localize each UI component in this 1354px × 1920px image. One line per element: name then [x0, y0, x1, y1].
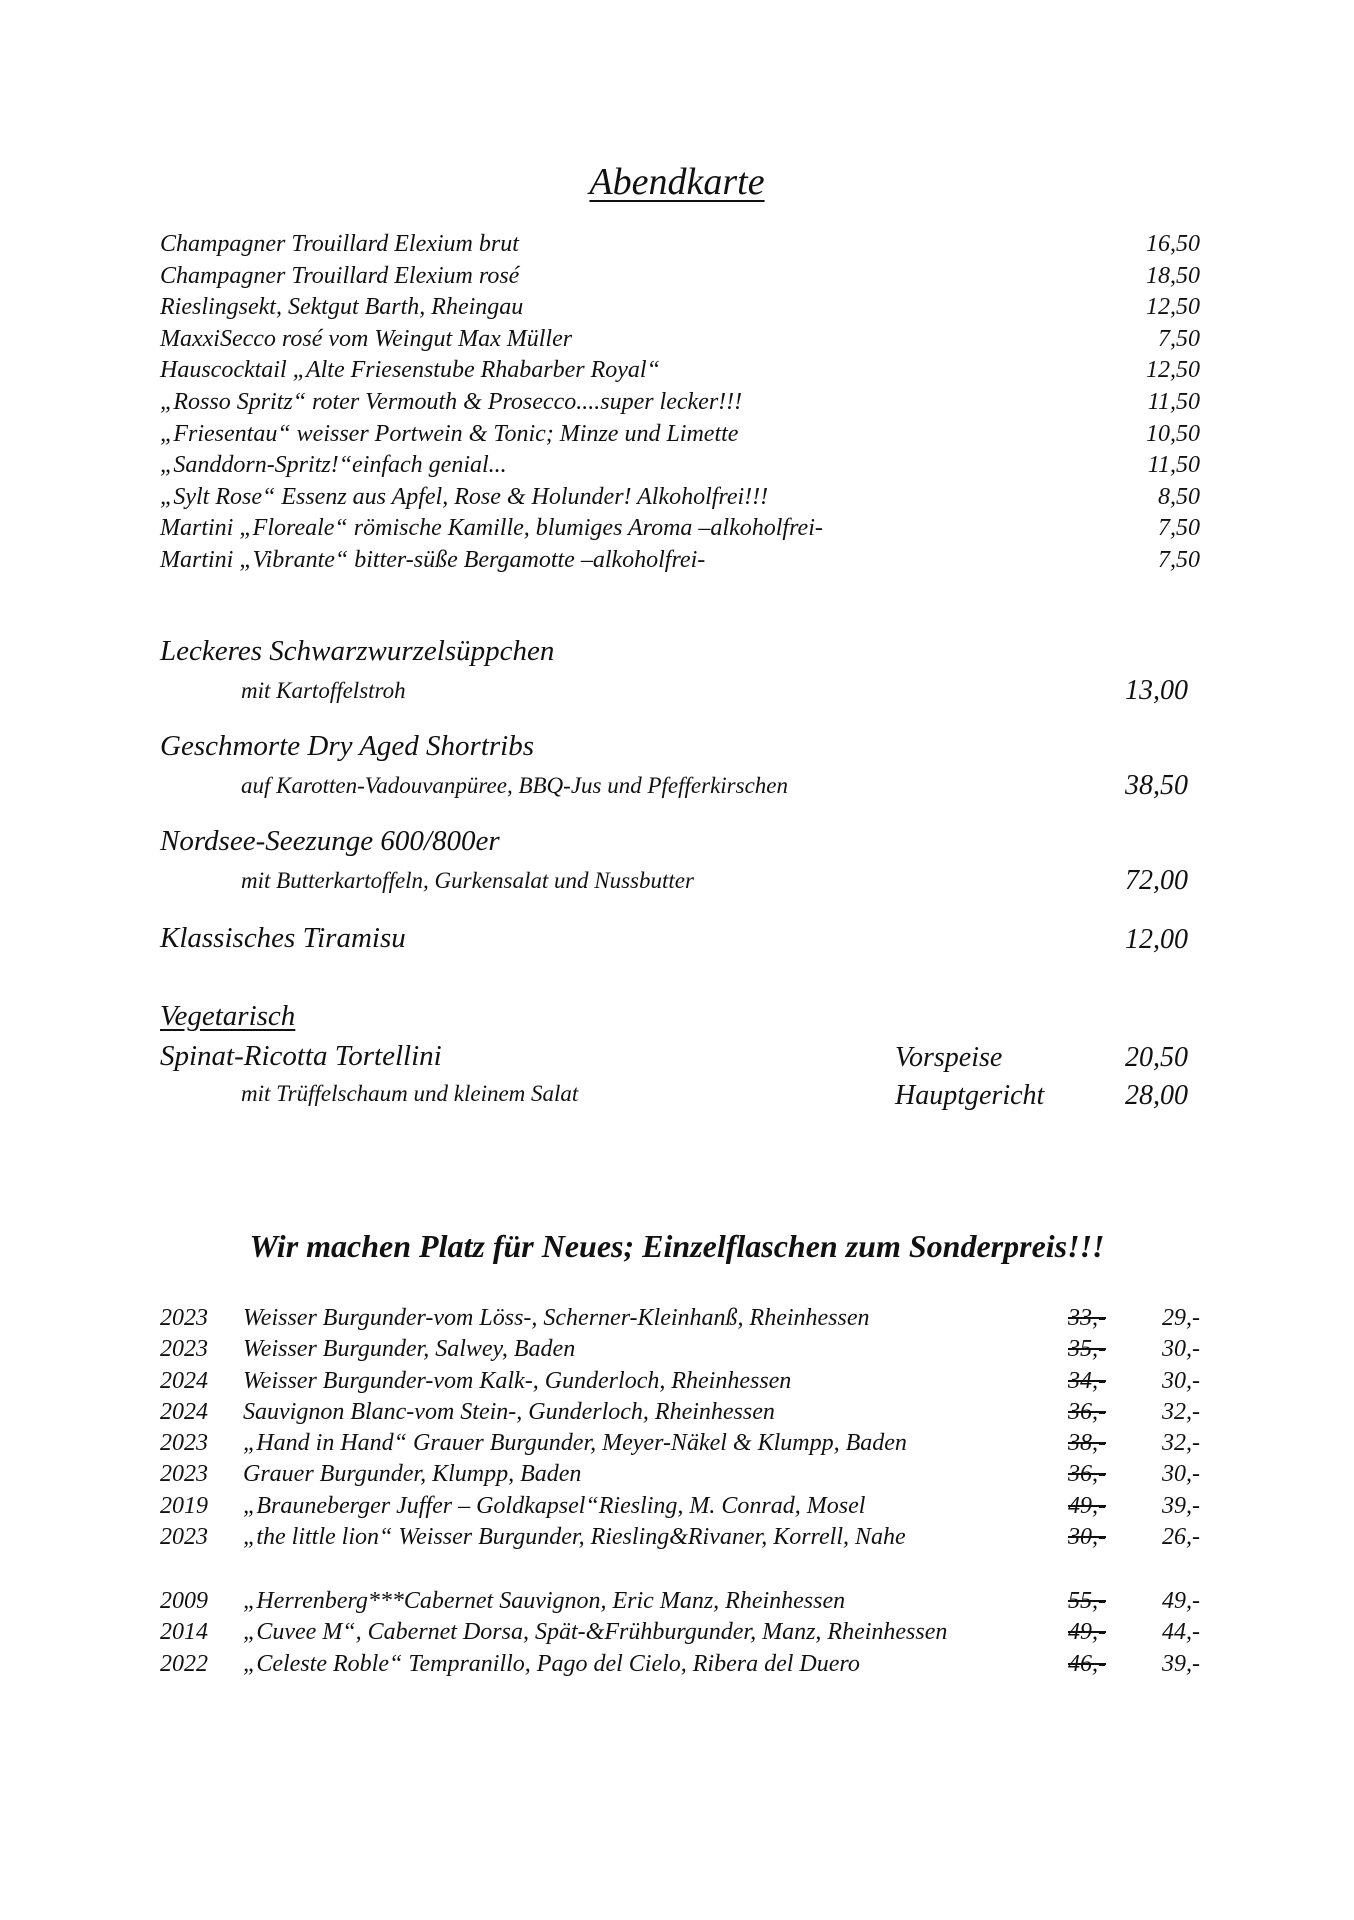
- table-row: [160, 1459, 1200, 1490]
- drink-name: Champagner Trouillard Elexium rosé: [160, 262, 520, 289]
- dish-description: mit Kartoffelstroh: [241, 678, 406, 703]
- new-price: 29,-: [1162, 1305, 1200, 1331]
- list-item: [160, 292, 1200, 324]
- drink-price: 7,50: [1158, 325, 1200, 352]
- page-title: Abendkarte: [589, 161, 765, 203]
- list-item: [160, 355, 1200, 387]
- list-item: [160, 387, 1200, 419]
- sale-list-red: [160, 1586, 1200, 1680]
- drink-name: Champagner Trouillard Elexium brut: [160, 231, 519, 257]
- old-price: 55,-: [1068, 1588, 1106, 1614]
- drink-name: „Sylt Rose“ Essenz aus Apfel, Rose & Holunder! Alkoholfrei!!!: [160, 483, 769, 510]
- new-price: 30,-: [1162, 1461, 1200, 1488]
- new-price: 26,-: [1162, 1524, 1200, 1551]
- wine-name: Grauer Burgunder, Klumpp, Baden: [243, 1461, 582, 1488]
- wine-name: „the little lion“ Weisser Burgunder, Riesling&Rivaner, Korrell, Nahe: [243, 1524, 906, 1551]
- drink-price: 7,50: [1158, 515, 1200, 542]
- vegetarian-heading: Vegetarisch: [160, 1000, 296, 1032]
- drink-price: 8,50: [1158, 483, 1200, 510]
- vintage: 2019: [160, 1492, 208, 1519]
- drink-name: Hauscocktail „Alte Friesenstube Rhabarber Royal“: [160, 357, 660, 384]
- vintage: 2023: [160, 1524, 208, 1551]
- old-price: 38,-: [1068, 1430, 1106, 1457]
- table-row: [160, 1586, 1200, 1617]
- wine-name: „Cuvee M“, Cabernet Dorsa, Spät-&Frühburgunder, Manz, Rheinhessen: [243, 1619, 948, 1646]
- old-price: 33,-: [1068, 1305, 1106, 1331]
- vintage: 2014: [160, 1619, 208, 1646]
- dish-name: Geschmorte Dry Aged Shortribs: [160, 730, 535, 762]
- dish-description: mit Trüffelschaum und kleinem Salat: [241, 1081, 579, 1106]
- new-price: 49,-: [1162, 1588, 1200, 1614]
- vintage: 2023: [160, 1336, 208, 1363]
- drink-price: 11,50: [1147, 452, 1200, 479]
- dish-description: auf Karotten-Vadouvanpüree, BBQ-Jus und Pfefferkirschen: [241, 773, 788, 798]
- drink-price: 12,50: [1146, 357, 1200, 384]
- wine-name: „Herrenberg***Cabernet Sauvignon, Eric Manz, Rheinhessen: [243, 1588, 846, 1614]
- table-row: [160, 1522, 1200, 1553]
- old-price: 36,-: [1068, 1461, 1106, 1488]
- new-price: 39,-: [1162, 1650, 1200, 1677]
- drink-name: Martini „Floreale“ römische Kamille, blumiges Aroma –alkoholfrei-: [160, 515, 823, 542]
- wine-name: „Celeste Roble“ Tempranillo, Pago del Cielo, Ribera del Duero: [243, 1650, 860, 1677]
- table-row: [160, 1491, 1200, 1522]
- table-row: [160, 1649, 1200, 1680]
- table-row: [160, 1397, 1200, 1428]
- dish-name: Klassisches Tiramisu: [160, 922, 406, 954]
- new-price: 44,-: [1162, 1619, 1200, 1646]
- main-course-price: 28,00: [1125, 1080, 1188, 1111]
- list-item: [160, 545, 1200, 577]
- dish-name: Leckeres Schwarzwurzelsüppchen: [160, 635, 555, 667]
- sale-list-white: [160, 1303, 1200, 1553]
- dish-price: 12,00: [1125, 924, 1188, 955]
- dish-price: 13,00: [1125, 675, 1188, 706]
- dish-price: 38,50: [1125, 770, 1188, 801]
- vintage: 2023: [160, 1430, 208, 1457]
- old-price: 35,-: [1068, 1336, 1106, 1363]
- list-item: [160, 450, 1200, 482]
- list-item: [160, 324, 1200, 356]
- wine-name: „Hand in Hand“ Grauer Burgunder, Meyer-Näkel & Klumpp, Baden: [243, 1430, 907, 1457]
- dish-name: Spinat-Ricotta Tortellini: [160, 1040, 442, 1072]
- table-row: [160, 1334, 1200, 1365]
- dish-price: 72,00: [1125, 865, 1188, 896]
- vintage: 2023: [160, 1461, 208, 1488]
- table-row: [160, 1617, 1200, 1648]
- dish-description: mit Butterkartoffeln, Gurkensalat und Nussbutter: [241, 868, 694, 893]
- new-price: 30,-: [1162, 1336, 1200, 1363]
- vintage: 2024: [160, 1367, 208, 1394]
- list-item: [160, 261, 1200, 293]
- old-price: 36,-: [1068, 1398, 1106, 1425]
- vintage: 2009: [160, 1588, 208, 1614]
- old-price: 49,-: [1068, 1492, 1106, 1519]
- wine-name: „Brauneberger Juffer – Goldkapsel“Riesling, M. Conrad, Mosel: [243, 1492, 866, 1519]
- old-price: 30,-: [1068, 1524, 1106, 1551]
- new-price: 39,-: [1162, 1492, 1200, 1519]
- drink-price: 11,50: [1147, 388, 1200, 415]
- table-row: [160, 1303, 1200, 1334]
- table-row: [160, 1428, 1200, 1459]
- new-price: 30,-: [1162, 1367, 1200, 1394]
- vintage: 2022: [160, 1650, 208, 1677]
- drink-name: „Friesentau“ weisser Portwein & Tonic; Minze und Limette: [160, 420, 739, 447]
- drink-name: Rieslingsekt, Sektgut Barth, Rheingau: [160, 294, 524, 321]
- wine-name: Weisser Burgunder-vom Kalk-, Gunderloch, Rheinhessen: [243, 1367, 792, 1394]
- old-price: 49,-: [1068, 1619, 1106, 1646]
- vintage: 2023: [160, 1305, 208, 1331]
- starter-label: Vorspeise: [895, 1042, 1003, 1073]
- new-price: 32,-: [1162, 1430, 1200, 1457]
- drink-name: Martini „Vibrante“ bitter-süße Bergamotte –alkoholfrei-: [160, 546, 706, 573]
- drink-price: 16,50: [1146, 231, 1200, 257]
- old-price: 46,-: [1068, 1650, 1106, 1677]
- starter-price: 20,50: [1125, 1042, 1188, 1073]
- old-price: 34,-: [1068, 1367, 1106, 1394]
- list-item: [160, 482, 1200, 514]
- wine-name: Weisser Burgunder-vom Löss-, Scherner-Kleinhanß, Rheinhessen: [243, 1305, 870, 1331]
- new-price: 32,-: [1162, 1398, 1200, 1425]
- drink-price: 18,50: [1146, 262, 1200, 289]
- drink-price: 12,50: [1146, 294, 1200, 321]
- sale-title: Wir machen Platz für Neues; Einzelflaschen zum Sonderpreis!!!: [249, 1228, 1105, 1264]
- dish-name: Nordsee-Seezunge 600/800er: [160, 825, 500, 857]
- vintage: 2024: [160, 1398, 208, 1425]
- drinks-list: [160, 229, 1200, 577]
- drink-name: MaxxiSecco rosé vom Weingut Max Müller: [160, 325, 573, 352]
- list-item: [160, 419, 1200, 451]
- drink-price: 10,50: [1146, 420, 1200, 447]
- drink-name: „Rosso Spritz“ roter Vermouth & Prosecco....super lecker!!!: [160, 388, 743, 415]
- table-row: [160, 1366, 1200, 1397]
- drink-price: 7,50: [1158, 546, 1200, 573]
- list-item: [160, 229, 1200, 261]
- wine-name: Sauvignon Blanc-vom Stein-, Gunderloch, Rheinhessen: [243, 1398, 775, 1425]
- list-item: [160, 513, 1200, 545]
- drink-name: „Sanddorn-Spritz!“einfach genial...: [160, 452, 507, 479]
- main-course-label: Hauptgericht: [895, 1080, 1045, 1111]
- wine-name: Weisser Burgunder, Salwey, Baden: [243, 1336, 576, 1363]
